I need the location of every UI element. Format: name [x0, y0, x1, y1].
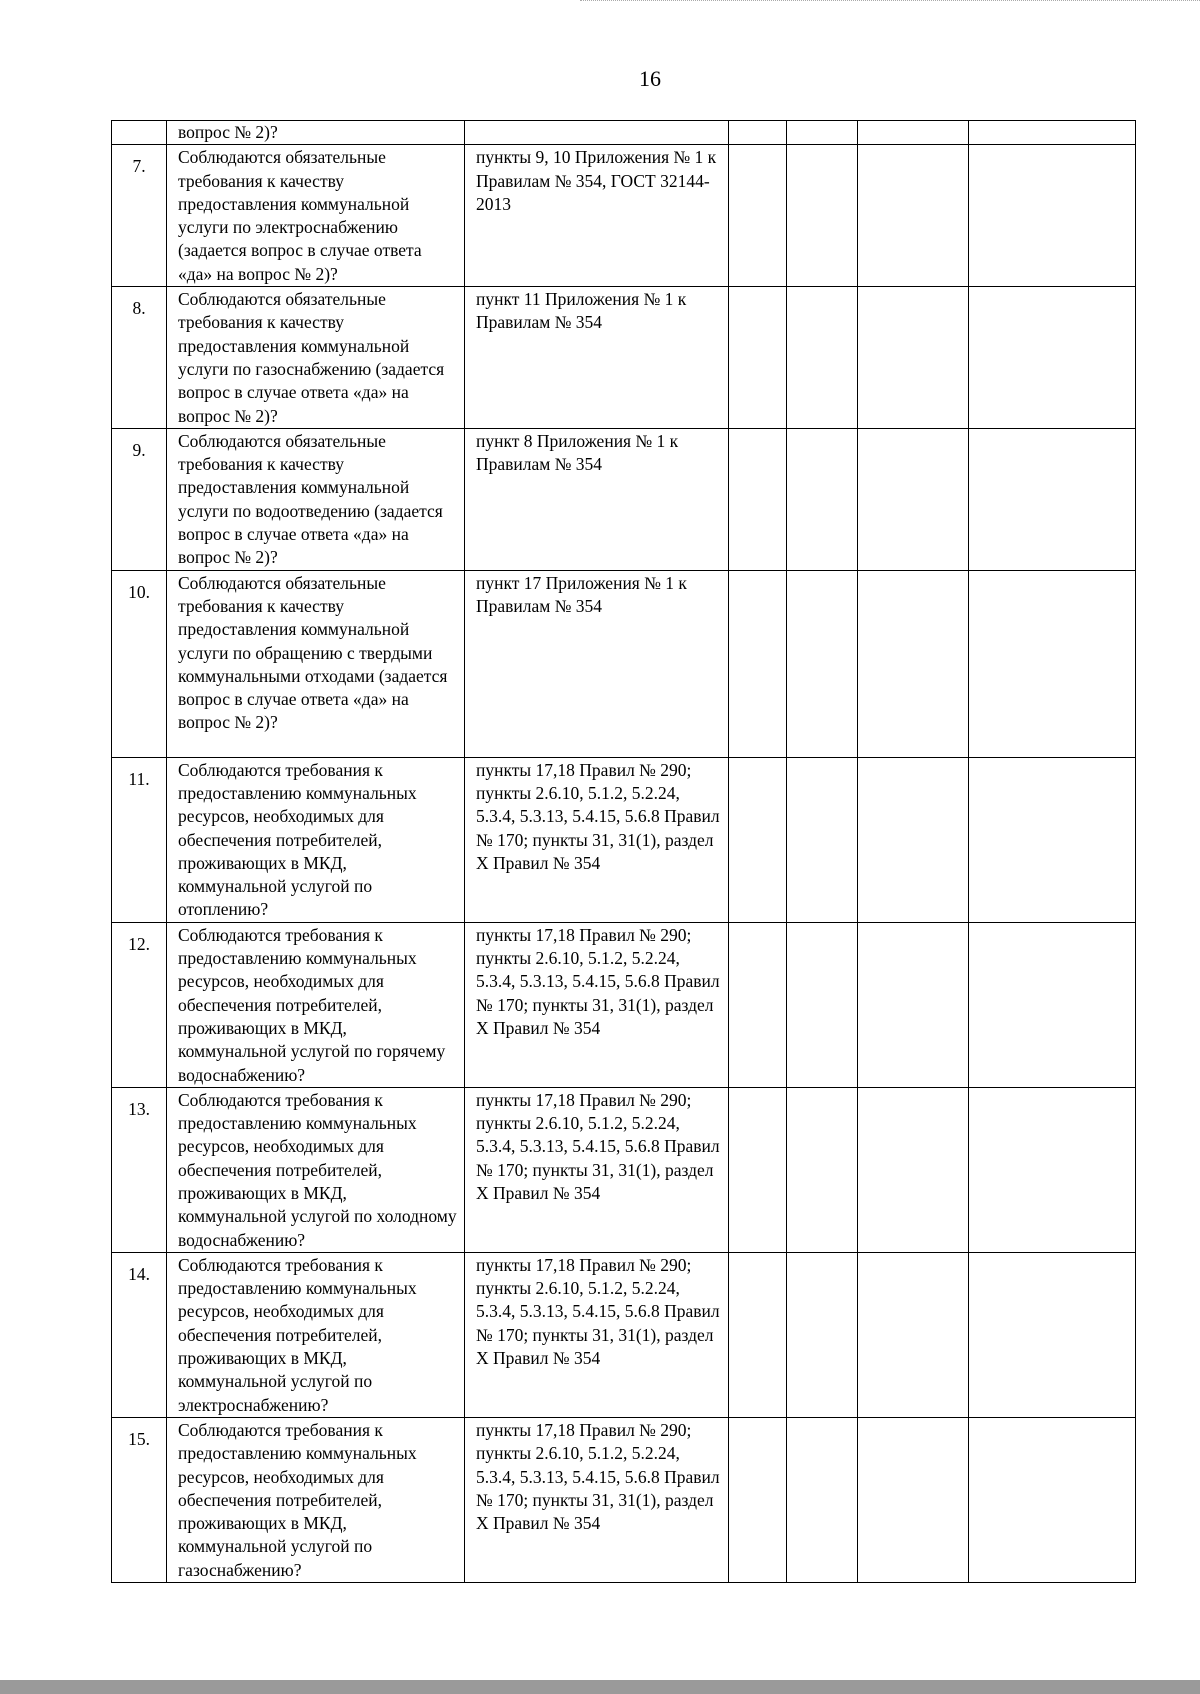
answer-cell[interactable]: [729, 428, 787, 570]
answer-cell[interactable]: [858, 1087, 969, 1252]
answer-cell[interactable]: [787, 287, 858, 429]
answer-cell[interactable]: [787, 570, 858, 757]
answer-cell[interactable]: [858, 757, 969, 922]
reference-cell: пункт 11 Приложения № 1 к Правилам № 354: [465, 287, 729, 429]
note-cell[interactable]: [969, 121, 1136, 145]
question-cell: Соблюдаются требования к предоставлению коммунальных ресурсов, необходимых для обеспечения потребителей, проживающих в МКД, коммунальной услугой по газоснабжению?: [167, 1417, 465, 1582]
question-cell: Соблюдаются требования к предоставлению коммунальных ресурсов, необходимых для обеспечения потребителей, проживающих в МКД, коммунальной услугой по горячему водоснабжению?: [167, 922, 465, 1087]
row-number: 14.: [112, 1252, 167, 1417]
answer-cell[interactable]: [729, 1087, 787, 1252]
scan-edge-mark: [580, 0, 1200, 3]
checklist-table: [111, 120, 1136, 1583]
reference-cell: [465, 121, 729, 145]
row-number: 7.: [112, 145, 167, 287]
answer-cell[interactable]: [729, 145, 787, 287]
answer-cell[interactable]: [858, 145, 969, 287]
question-cell: Соблюдаются обязательные требования к качеству предоставления коммунальной услуги по водоотведению (задается вопрос в случае ответа «да» на вопрос № 2)?: [167, 428, 465, 570]
answer-cell[interactable]: [787, 1087, 858, 1252]
row-number: 9.: [112, 428, 167, 570]
answer-cell[interactable]: [729, 1252, 787, 1417]
row-number: [112, 121, 167, 145]
row-number: 11.: [112, 757, 167, 922]
page-number: 16: [639, 66, 661, 91]
table-row: [112, 570, 1136, 757]
note-cell[interactable]: [969, 922, 1136, 1087]
question-cell: Соблюдаются обязательные требования к качеству предоставления коммунальной услуги по электроснабжению (задается вопрос в случае ответа «да» на вопрос № 2)?: [167, 145, 465, 287]
note-cell[interactable]: [969, 1087, 1136, 1252]
answer-cell[interactable]: [858, 1417, 969, 1582]
table-row: [112, 1417, 1136, 1582]
table-row: [112, 287, 1136, 429]
answer-cell[interactable]: [729, 757, 787, 922]
note-cell[interactable]: [969, 145, 1136, 287]
table-row: [112, 121, 1136, 145]
table-row: [112, 145, 1136, 287]
note-cell[interactable]: [969, 570, 1136, 757]
reference-cell: пункт 8 Приложения № 1 к Правилам № 354: [465, 428, 729, 570]
answer-cell[interactable]: [787, 145, 858, 287]
table-row: [112, 1252, 1136, 1417]
answer-cell[interactable]: [787, 428, 858, 570]
table-row: [112, 922, 1136, 1087]
row-number: 13.: [112, 1087, 167, 1252]
question-cell: Соблюдаются требования к предоставлению коммунальных ресурсов, необходимых для обеспечения потребителей, проживающих в МКД, коммунальной услугой по электроснабжению?: [167, 1252, 465, 1417]
question-cell: Соблюдаются требования к предоставлению коммунальных ресурсов, необходимых для обеспечения потребителей, проживающих в МКД, коммунальной услугой по холодному водоснабжению?: [167, 1087, 465, 1252]
note-cell[interactable]: [969, 1417, 1136, 1582]
scan-bottom-edge: [0, 1680, 1200, 1694]
question-cell: Соблюдаются требования к предоставлению коммунальных ресурсов, необходимых для обеспечения потребителей, проживающих в МКД, коммунальной услугой по отоплению?: [167, 757, 465, 922]
question-cell: Соблюдаются обязательные требования к качеству предоставления коммунальной услуги по обращению с твердыми коммунальными отходами (задается вопрос в случае ответа «да» на вопрос № 2)?: [167, 570, 465, 757]
answer-cell[interactable]: [858, 570, 969, 757]
answer-cell[interactable]: [729, 570, 787, 757]
answer-cell[interactable]: [729, 1417, 787, 1582]
row-number: 15.: [112, 1417, 167, 1582]
answer-cell[interactable]: [858, 287, 969, 429]
table-row: [112, 428, 1136, 570]
answer-cell[interactable]: [858, 428, 969, 570]
answer-cell[interactable]: [787, 1252, 858, 1417]
answer-cell[interactable]: [858, 1252, 969, 1417]
note-cell[interactable]: [969, 1252, 1136, 1417]
question-cell: вопрос № 2)?: [167, 121, 465, 145]
reference-cell: пункты 17,18 Правил № 290; пункты 2.6.10, 5.1.2, 5.2.24, 5.3.4, 5.3.13, 5.4.15, 5.6.8 Правил № 170; пункты 31, 31(1), раздел X Правил № 354: [465, 757, 729, 922]
note-cell[interactable]: [969, 428, 1136, 570]
table-row: [112, 757, 1136, 922]
reference-cell: пункты 17,18 Правил № 290; пункты 2.6.10, 5.1.2, 5.2.24, 5.3.4, 5.3.13, 5.4.15, 5.6.8 Правил № 170; пункты 31, 31(1), раздел X Правил № 354: [465, 1087, 729, 1252]
reference-cell: пункт 17 Приложения № 1 к Правилам № 354: [465, 570, 729, 757]
row-number: 12.: [112, 922, 167, 1087]
answer-cell[interactable]: [787, 757, 858, 922]
row-number: 10.: [112, 570, 167, 757]
answer-cell[interactable]: [787, 121, 858, 145]
answer-cell[interactable]: [787, 922, 858, 1087]
table-row: [112, 1087, 1136, 1252]
reference-cell: пункты 17,18 Правил № 290; пункты 2.6.10, 5.1.2, 5.2.24, 5.3.4, 5.3.13, 5.4.15, 5.6.8 Правил № 170; пункты 31, 31(1), раздел X Правил № 354: [465, 922, 729, 1087]
reference-cell: пункты 9, 10 Приложения № 1 к Правилам № 354, ГОСТ 32144-2013: [465, 145, 729, 287]
answer-cell[interactable]: [729, 121, 787, 145]
reference-cell: пункты 17,18 Правил № 290; пункты 2.6.10, 5.1.2, 5.2.24, 5.3.4, 5.3.13, 5.4.15, 5.6.8 Правил № 170; пункты 31, 31(1), раздел X Правил № 354: [465, 1417, 729, 1582]
note-cell[interactable]: [969, 287, 1136, 429]
answer-cell[interactable]: [729, 287, 787, 429]
note-cell[interactable]: [969, 757, 1136, 922]
answer-cell[interactable]: [858, 922, 969, 1087]
answer-cell[interactable]: [787, 1417, 858, 1582]
question-cell: Соблюдаются обязательные требования к качеству предоставления коммунальной услуги по газоснабжению (задается вопрос в случае ответа «да» на вопрос № 2)?: [167, 287, 465, 429]
reference-cell: пункты 17,18 Правил № 290; пункты 2.6.10, 5.1.2, 5.2.24, 5.3.4, 5.3.13, 5.4.15, 5.6.8 Правил № 170; пункты 31, 31(1), раздел X Правил № 354: [465, 1252, 729, 1417]
answer-cell[interactable]: [858, 121, 969, 145]
row-number: 8.: [112, 287, 167, 429]
answer-cell[interactable]: [729, 922, 787, 1087]
